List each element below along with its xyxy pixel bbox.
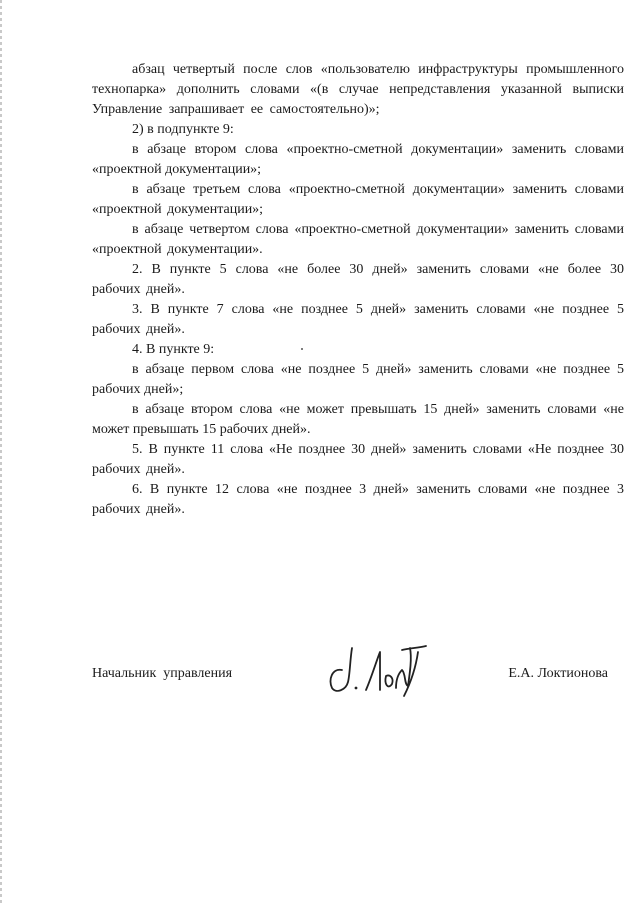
paragraph: 2. В пункте 5 слова «не более 30 дней» заменить словами «не более 30 рабочих дней».	[92, 262, 624, 297]
paragraph: в абзаце третьем слова «проектно-сметной документации» заменить словами «проектной документации»;	[92, 182, 624, 217]
signature-block	[92, 640, 624, 700]
paragraph: в абзаце втором слова «не может превышать 15 дней» заменить словами «не может превышать 15 рабочих дней».	[92, 402, 624, 437]
paragraph: в абзаце первом слова «не позднее 5 дней» заменить словами «не позднее 5 рабочих дней»;	[92, 362, 624, 397]
paragraph: в абзаце втором слова «проектно-сметной документации» заменить словами «проектной документации»;	[92, 142, 624, 177]
handwritten-signature	[322, 640, 432, 698]
signatory-name: Е.А. Локтионова	[508, 666, 608, 681]
paragraph: 5. В пункте 11 слова «Не позднее 30 дней» заменить словами «Не позднее 30 рабочих дней».	[92, 442, 624, 477]
document-body	[92, 60, 624, 520]
paragraph: в абзаце четвертом слова «проектно-сметной документации» заменить словами «проектной документации».	[92, 222, 624, 257]
scan-speck	[301, 348, 303, 350]
signatory-position: Начальник управления	[92, 666, 233, 681]
paragraph: 6. В пункте 12 слова «не позднее 3 дней» заменить словами «не позднее 3 рабочих дней».	[92, 482, 624, 517]
paragraph: абзац четвертый после слов «пользователю инфраструктуры промышленного технопарка» дополнить словами «(в случае непредставления указанной выписки Управление запрашивает ее самостоятельно)»;	[92, 62, 624, 117]
scan-edge	[0, 0, 2, 904]
paragraph: 4. В пункте 9:	[132, 342, 215, 357]
paragraph: 2) в подпункте 9:	[132, 122, 234, 137]
paragraph: 3. В пункте 7 слова «не позднее 5 дней» заменить словами «не позднее 5 рабочих дней».	[92, 302, 624, 337]
